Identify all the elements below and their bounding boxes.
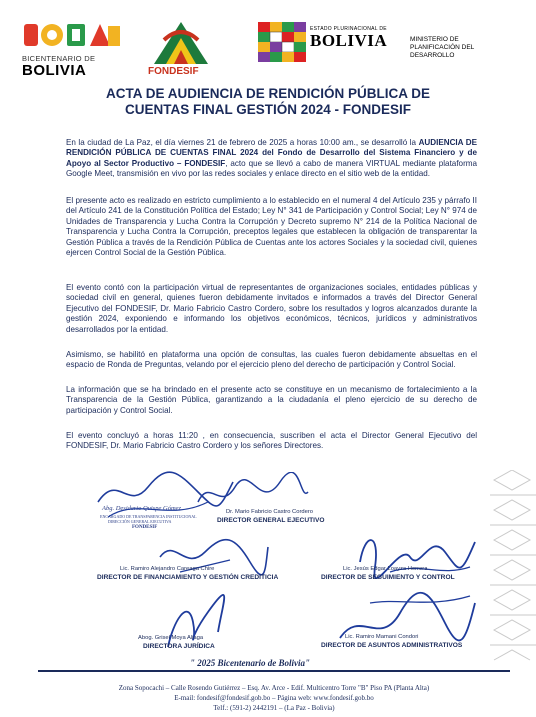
paragraph-2: El presente acto es realizado en estricto cumplimiento a lo establecido en el numeral 4 del Artículo 235 y párrafo II del Artículo 241 de la Constitución Política del Estado; Ley N° 341 de Participación y Control Social; Ley N° 974 de Unidades de Transparencia y Lucha Contra la Corrupción y Decreto supremo N° 214 de la Política Nacional de Transparencia y Lucha Contra la Corrupción, preceptos legales que establecen la obligación de transparentar la Gestión Pública a través de la Rendición Pública de Cuentas ante los actores Sociales y la sociedad civil, quienes ejercen Control Social de la Gestión Pública.	[66, 196, 477, 258]
signature-name-seguimiento: Lic. Jesús Edgar Loayza Herrera	[343, 566, 428, 572]
aguayo-pattern-icon	[490, 470, 536, 670]
stamp-role2: DIRECCIÓN GENERAL EJECUTIVA	[108, 519, 172, 524]
bicentenario-logo	[18, 18, 128, 80]
footer-address: Zona Sopocachi – Calle Rosendo Gutiérrez – Esq. Av. Arce - Edif. Multicentro Torre "B" Piso PA (Planta Alta)	[118, 684, 430, 692]
signature-name-administrativos: Lic. Ramiro Mamani Condori	[345, 634, 419, 640]
bicentenario-country: BOLIVIA	[22, 62, 87, 79]
fondesif-mountain-icon	[146, 18, 216, 66]
paragraph-6: El evento concluyó a horas 11:20 , en consecuencia, suscriben el acta el Director General Ejecutivo del FONDESIF, Dr. Mario Fabricio Castro Cordero y los señores Directores.	[66, 431, 477, 451]
fondesif-label: FONDESIF	[148, 66, 199, 77]
signature-name-financiamiento: Lic. Ramiro Alejandro Careaga Chire	[120, 566, 215, 572]
signature-role-seguimiento: DIRECTOR DE SEGUIMIENTO Y CONTROL	[321, 574, 455, 581]
bicentenario-motto: " 2025 Bicentenario de Bolivia"	[190, 658, 310, 668]
p1-text-c: , acto que se llevó a cabo de manera VIRTUAL mediante plataforma Google Meet, transmisión en vivo por las redes sociales y enlace directo en el sitio web de la entidad.	[66, 158, 478, 179]
paragraph-3: El evento contó con la participación virtual de representantes de organizaciones sociales, entidades públicas y sociedad civil en general, quienes fueron debidamente invitados e informados a través del Director General Ejecutivo del FONDESIF, Dr. Mario Fabricio Castro Cordero, sobre los resultados y logros alcanzados durante la gestión 2024, exponiendo e informando los objetivos económicos, técnicos, jurídicos y administrativos desarrollados por la entidad.	[66, 283, 477, 334]
signature-name-juridica: Abog. Grisel Moya Aliaga	[138, 635, 204, 641]
footer-phone: Telf.: (591-2) 2442191 – (La Paz - Bolivia)	[213, 704, 335, 712]
bicentenario-label: BICENTENARIO DE	[22, 54, 96, 63]
ministerio-line2: PLANIFICACIÓN DEL DESARROLLO	[410, 44, 475, 59]
title-line1: ACTA DE AUDIENCIA DE RENDICIÓN PÚBLICA DE	[105, 86, 430, 101]
stamp-entity: FONDESIF	[132, 525, 158, 530]
ministerio-line1: MINISTERIO DE	[410, 36, 459, 43]
footer-divider	[38, 670, 510, 672]
state-emblem-icon	[258, 22, 306, 62]
stamp-name: Abg. Desiderio Quispe Gómez	[102, 505, 182, 512]
ministerio-logo	[258, 22, 516, 72]
fondesif-logo	[146, 18, 216, 82]
bicentenario-mark-icon	[22, 20, 122, 50]
paragraph-4: Asimismo, se habilitó en plataforma una opción de consultas, las cuales fueron debidamente absueltas en el espacio de Ronda de Preguntas, velando por el ejercicio pleno del derecho de participación y Control Social.	[66, 350, 477, 370]
paragraph-5: La información que se ha brindado en el presente acto se constituye en un mecanismo de fortalecimiento a la Transparencia de la Gestión Pública, garantizando a la ciudadanía el pleno ejercicio de su derecho de participación y Control Social.	[66, 385, 477, 415]
signature-role-administrativos: DIRECTOR DE ASUNTOS ADMINISTRATIVOS	[321, 642, 463, 649]
document-title	[40, 86, 496, 118]
ministerio-name	[410, 36, 516, 60]
signature-name-director-general: Dr. Mario Fabricio Castro Cordero	[226, 509, 313, 515]
estado-label: ESTADO PLURINACIONAL DE	[310, 26, 387, 32]
p1-text-bold: AUDIENCIA DE RENDICIÓN PÚBLICA DE CUENTAS FINAL 2024 del Fondo de Desarrollo del Sistema Financiero y de Apoyo al Sector Productivo – FONDESIF	[66, 138, 477, 168]
signature-role-juridica: DIRECTORA JURÍDICA	[143, 643, 215, 650]
stamp-role1: ENCARGADO DE TRANSPARENCIA INSTITUCIONAL	[100, 514, 197, 519]
estado-country: BOLIVIA	[310, 31, 388, 50]
p1-text-a: En la ciudad de La Paz, el día viernes 21 de febrero de 2025 a horas 10:00 am., se desarrolló la	[66, 138, 419, 147]
title-line2: CUENTAS FINAL GESTIÓN 2024 - FONDESIF	[124, 102, 412, 117]
footer-contact: E-mail: fondesif@fondesif.gob.bo – Página web: www.fondesif.gob.bo	[174, 694, 374, 702]
paragraph-1	[66, 138, 477, 180]
signature-role-financiamiento: DIRECTOR DE FINANCIAMIENTO Y GESTIÓN CREDITICIA	[97, 574, 279, 581]
signature-role-director-general: DIRECTOR GENERAL EJECUTIVO	[217, 517, 325, 524]
